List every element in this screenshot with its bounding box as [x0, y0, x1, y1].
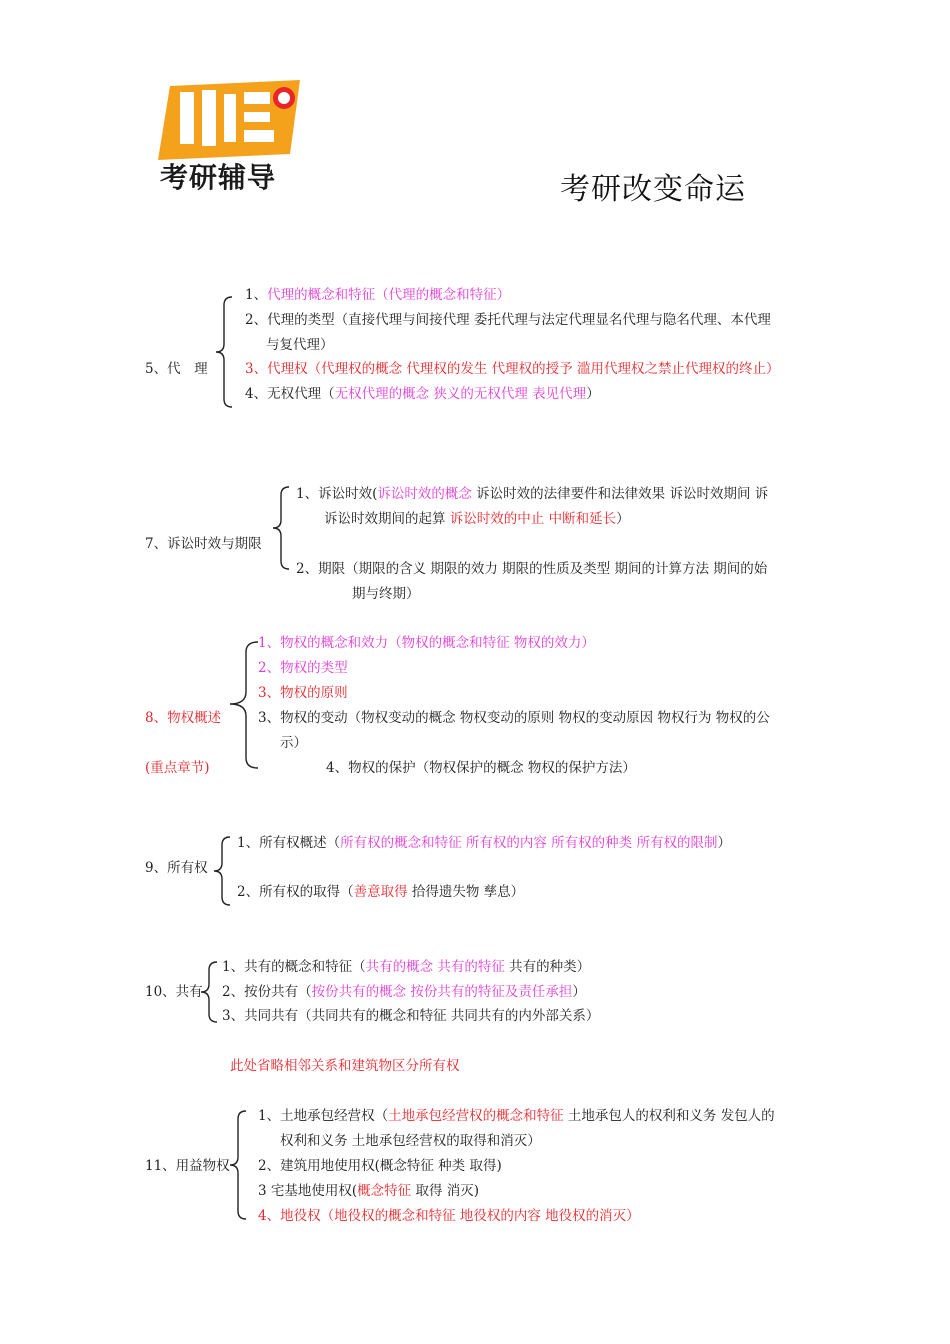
section-usufruct-brace [228, 1110, 250, 1220]
usufruct-item-1-line1: 1、土地承包经营权（土地承包经营权的概念和特征 土地承包人的权利和义务 发包人的 [258, 1108, 775, 1124]
section-property-brace [226, 640, 260, 770]
usufruct-item-3: 3 宅基地使用权(概念特征 取得 消灭) [258, 1183, 480, 1199]
property-item-1: 1、物权的概念和效力（物权的概念和特征 物权的效力） [258, 635, 595, 651]
logo-subtitle: 考研辅导 [160, 161, 277, 194]
section-agency-title: 5、代 理 [145, 361, 208, 377]
property-item-4-line2: 示） [280, 735, 307, 751]
coownership-item-3: 3、共同共有（共同共有的概念和特征 共同共有的内外部关系） [222, 1008, 600, 1024]
agency-item-2-line2: 与复代理） [266, 337, 334, 353]
usufruct-item-1-line2: 权利和义务 土地承包经营权的取得和消灭） [280, 1133, 541, 1149]
section-property-title: 8、物权概述 [145, 710, 222, 726]
property-item-5: 4、物权的保护（物权保护的概念 物权的保护方法） [326, 760, 636, 776]
usufruct-item-2: 2、建筑用地使用权(概念特征 种类 取得) [258, 1158, 502, 1174]
agency-item-2-line1: 2、代理的类型（直接代理与间接代理 委托代理与法定代理显名代理与隐名代理、本代理 [245, 312, 771, 328]
property-item-4-line1: 3、物权的变动（物权变动的概念 物权变动的原则 物权的变动原因 物权行为 物权的公 [258, 710, 770, 726]
coownership-item-2: 2、按份共有（按份共有的概念 按份共有的特征及责任承担） [222, 984, 586, 1000]
section-coownership-title: 10、共有 [145, 984, 203, 1000]
section-property-note: (重点章节) [145, 760, 210, 776]
coownership-item-1: 1、共有的概念和特征（共有的概念 共有的特征 共有的种类） [222, 959, 591, 975]
limitation-item-2-line2: 期与终期） [352, 586, 420, 602]
section-limitation-brace [271, 486, 293, 570]
limitation-item-2-line1: 2、期限（期限的含义 期限的效力 期限的性质及类型 期间的计算方法 期间的始 [296, 561, 768, 577]
ownership-item-2: 2、所有权的取得（善意取得 拾得遗失物 孳息） [237, 884, 525, 900]
section-limitation-title: 7、诉讼时效与期限 [145, 536, 262, 552]
section-coownership-brace [199, 961, 221, 1023]
property-item-2: 2、物权的类型 [258, 660, 348, 676]
agency-item-3: 3、代理权（代理权的概念 代理权的发生 代理权的授予 滥用代理权之禁止代理权的终止） [245, 361, 780, 377]
agency-item-4: 4、无权代理（无权代理的概念 狭义的无权代理 表见代理） [245, 386, 600, 402]
agency-item-1: 1、代理的概念和特征（代理的概念和特征） [245, 287, 511, 303]
section-ownership-brace [212, 836, 234, 906]
section-usufruct-title: 11、用益物权 [145, 1158, 230, 1174]
page-slogan: 考研改变命运 [560, 172, 746, 207]
property-item-3: 3、物权的原则 [258, 685, 348, 701]
limitation-item-1-line1: 1、诉讼时效(诉讼时效的概念 诉讼时效的法律要件和法律效果 诉讼时效期间 诉 [296, 486, 769, 502]
section-ownership-title: 9、所有权 [145, 860, 208, 876]
usufruct-item-4: 4、地役权（地役权的概念和特征 地役权的内容 地役权的消灭） [258, 1208, 640, 1224]
omission-note: 此处省略相邻关系和建筑物区分所有权 [230, 1058, 460, 1074]
section-agency-brace [214, 296, 236, 408]
ownership-item-1: 1、所有权概述（所有权的概念和特征 所有权的内容 所有权的种类 所有权的限制） [237, 835, 731, 851]
limitation-item-1-line2: 诉讼时效期间的起算 诉讼时效的中止 中断和延长） [324, 511, 630, 527]
